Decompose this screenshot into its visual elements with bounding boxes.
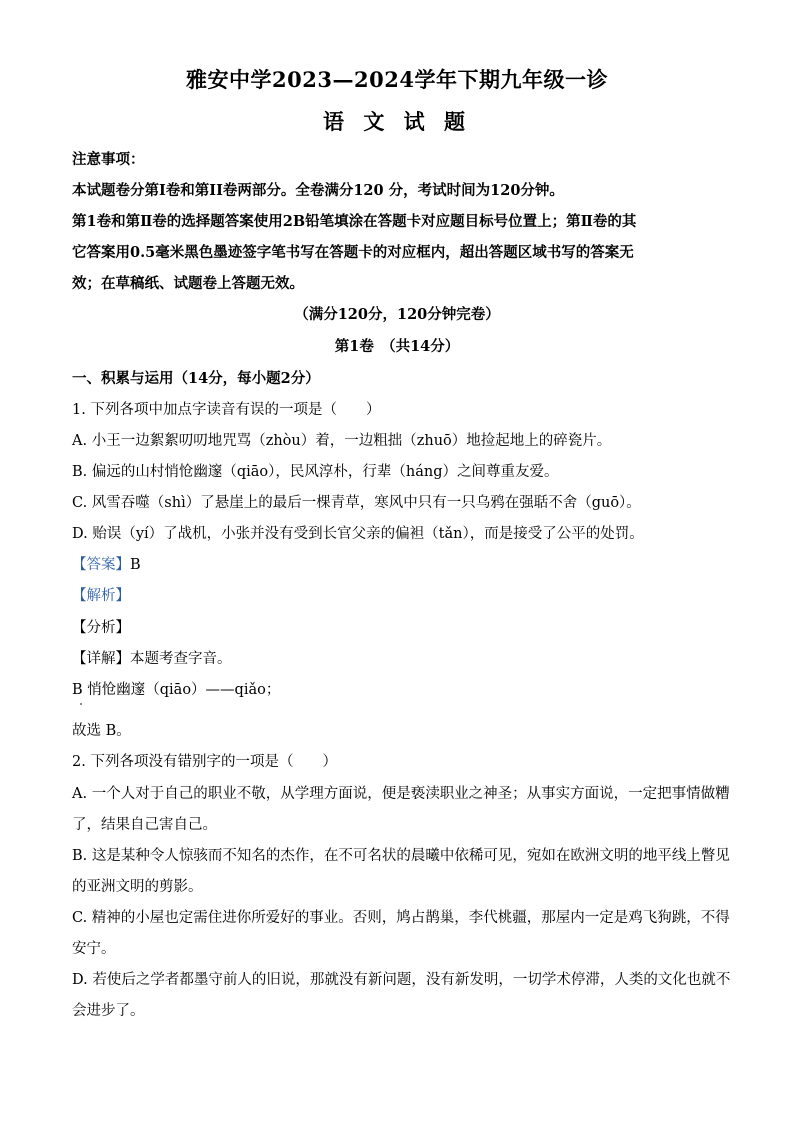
stray-dot [80, 703, 82, 705]
question-1-option-c: C. 风雪吞噬（shì）了悬崖上的最后一棵青草，寒风中只有一只乌鸦在强聒不舍（guō）。 [72, 495, 641, 511]
question-1-option-d: D. 贻误（yí）了战机，小张并没有受到长官父亲的偏袒（tǎn），而是接受了公平的处罚。 [72, 526, 644, 542]
exam-subtitle: 语 文 试 题 [323, 109, 471, 134]
question-2-option-a-line-2: 了，结果自己害自己。 [72, 817, 217, 833]
detail-text: 本题考查字音。 [130, 651, 232, 667]
fenxi-label: 【分析】 [72, 620, 130, 636]
question-1-stem: 1. 下列各项中加点字读音有误的一项是（ ） [72, 402, 381, 418]
exam-title: 雅安中学2023—2024学年下期九年级一诊 [186, 67, 608, 92]
notice-line-4: 效；在草稿纸、试题卷上答题无效。 [72, 275, 304, 292]
question-2-stem: 2. 下列各项没有错别字的一项是（ ） [72, 754, 337, 770]
notice-line-2: 第1卷和第Ⅱ卷的选择题答案使用2B铅笔填涂在答题卡对应题目标号位置上；第Ⅱ卷的其 [72, 213, 637, 230]
notice-line-3: 它答案用0.5毫米黑色墨迹签字笔书写在答题卡的对应框内，超出答题区域书写的答案无 [72, 244, 634, 261]
question-2-option-b-line-1: B. 这是某种令人惊骇而不知名的杰作，在不可名状的晨曦中依稀可见，宛如在欧洲文明的地平线上瞥见 [72, 848, 730, 864]
question-2-option-a-line-1: A. 一个人对于自己的职业不敬，从学理方面说，便是亵渎职业之神圣；从事实方面说，一定把事情做糟 [72, 786, 730, 802]
answer-row [72, 555, 722, 575]
question-2-option-b-line-2: 的亚洲文明的剪影。 [72, 879, 203, 895]
question-2-option-c-line-2: 安宁。 [72, 941, 116, 957]
score-time-note: （满分120分，120分钟完卷） [294, 306, 500, 323]
question-2-option-d-line-2: 会进步了。 [72, 1003, 145, 1019]
question-1-option-a: A. 小王一边絮絮叨叨地咒骂（zhòu）着，一边粗拙（zhuō）地捡起地上的碎瓷片。 [72, 433, 612, 449]
volume-heading: 第1卷 （共14分） [334, 338, 460, 355]
answer-label: 【答案】 [72, 557, 130, 573]
detail-row [72, 649, 722, 669]
question-1-option-b: B. 偏远的山村悄怆幽邃（qiāo），民风淳朴，行辈（háng）之间尊重友爱。 [72, 464, 559, 480]
analysis-label: 【解析】 [72, 588, 130, 604]
answer-value: B [130, 557, 141, 573]
section-heading: 一、积累与运用（14分，每小题2分） [72, 370, 320, 387]
detail-label: 【详解】 [72, 651, 130, 667]
question-2-option-d-line-1: D. 若使后之学者都墨守前人的旧说，那就没有新问题，没有新发明，一切学术停滞，人类的文化也就不 [72, 972, 731, 988]
explanation-line: B 悄怆幽邃（qiāo）——qiǎo； [72, 682, 281, 698]
conclusion-line: 故选 B。 [72, 723, 131, 739]
notice-heading: 注意事项： [72, 151, 145, 168]
notice-line-1: 本试题卷分第Ⅰ卷和第II卷两部分。全卷满分120 分，考试时间为120分钟。 [72, 182, 564, 199]
question-2-option-c-line-1: C. 精神的小屋也定需住进你所爱好的事业。否则，鸠占鹊巢，李代桃疆，那屋内一定是鸡飞狗跳，不得 [72, 910, 730, 926]
